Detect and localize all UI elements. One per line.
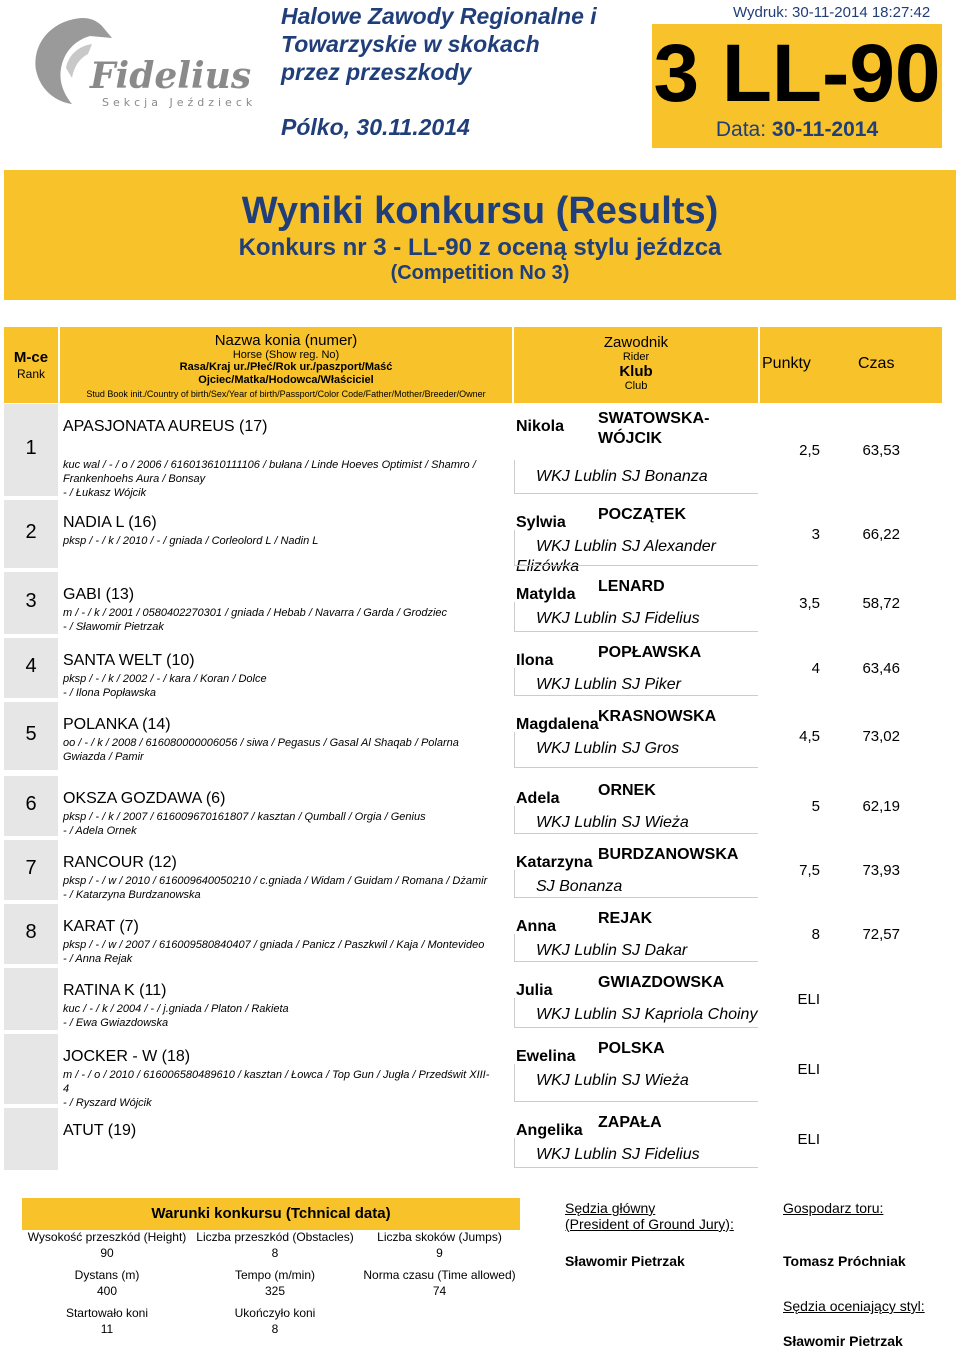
club-box: [514, 1064, 758, 1102]
points-value: ELI: [797, 1131, 820, 1148]
rank-cell: [4, 776, 58, 836]
horse-details: Frankenhoehs Aura / Bonsay: [63, 473, 206, 485]
club-box: [514, 530, 758, 566]
points-value: 4,5: [799, 728, 820, 745]
club-box: [514, 732, 758, 768]
time-value: 72,57: [862, 926, 900, 943]
points-value: 8: [811, 926, 820, 943]
course-designer-label: Gospodarz toru:: [783, 1200, 884, 1216]
header-rank: M-ce Rank: [4, 327, 58, 403]
horse-details: pksp / - / k / 2002 / - / kara / Koran / Dolce: [63, 673, 267, 685]
rider-last-name: REJAK: [598, 910, 653, 927]
horse-details: - / Ryszard Wójcik: [63, 1097, 152, 1109]
points-value: 3,5: [799, 595, 820, 612]
horse-details: pksp / - / w / 2010 / 616009640050210 / c.gniada / Widam / Guidam / Romana / Dżamir: [63, 875, 488, 887]
distance-label: Dystans (m): [74, 1268, 140, 1282]
time-value: 62,19: [862, 798, 900, 815]
club-box: [514, 668, 758, 696]
rank-cell: [4, 404, 58, 496]
rider-last-name: WÓJCIK: [598, 430, 662, 447]
rank-cell: [4, 1108, 58, 1170]
time-value: 73,93: [862, 862, 900, 879]
horse-details: - / Ilona Popławska: [63, 687, 156, 699]
course-designer-name: Tomasz Próchniak: [783, 1253, 906, 1269]
rank-cell: [4, 904, 58, 964]
rank-value: 6: [25, 793, 37, 815]
rank-value: 5: [25, 723, 37, 745]
horse-details: - / Katarzyna Burdzanowska: [63, 889, 201, 901]
print-date: Wydruk: 30-11-2014 18:27:42: [733, 4, 931, 21]
logo-text: Fidelius: [90, 55, 252, 97]
table-row: [0, 572, 960, 636]
horse-details: pksp / - / k / 2010 / - / gniada / Corleolord L / Nadin L: [63, 535, 319, 547]
rider-first-name: Matylda: [516, 586, 576, 603]
rank-value: 3: [25, 590, 37, 612]
club-box: [514, 998, 758, 1028]
fidelius-logo: [22, 8, 254, 108]
rank-cell: [4, 702, 58, 770]
banner-title: Wyniki konkursu (Results): [241, 190, 719, 232]
rank-value: 2: [25, 521, 37, 543]
horse-details: m / - / o / 2010 / 616006580489610 / kasztan / Łowca / Top Gun / Jugła / Przedświt XIII-: [63, 1069, 490, 1081]
tempo-value: 325: [264, 1284, 286, 1298]
time-value: 66,22: [862, 526, 900, 543]
rider-club: WKJ Lublin SJ Fidelius: [536, 1146, 700, 1163]
header-points-time: Punkty Czas: [760, 327, 942, 403]
rider-first-name: Ewelina: [516, 1048, 576, 1065]
rider-last-name: GWIAZDOWSKA: [598, 974, 725, 991]
points-value: 4: [811, 660, 820, 677]
rider-first-name: Julia: [516, 982, 553, 999]
finished-value: 8: [271, 1322, 279, 1336]
rider-club: WKJ Lublin SJ Alexander: [536, 538, 716, 555]
horse-details: Gwiazda / Pamir: [63, 751, 144, 763]
rank-cell: [4, 572, 58, 634]
rider-first-name: Anna: [516, 918, 556, 935]
finished-label: Ukończyło koni: [234, 1306, 316, 1320]
rank-value: 8: [25, 921, 37, 943]
rider-last-name: BURDZANOWSKA: [598, 846, 739, 863]
club-box: [514, 806, 758, 834]
rank-cell: [4, 968, 58, 1030]
time-allowed-label: Norma czasu (Time allowed): [363, 1268, 516, 1282]
rider-last-name: ZAPAŁA: [598, 1114, 662, 1131]
rider-last-name: SWATOWSKA-: [598, 410, 710, 427]
club-box: [514, 602, 758, 632]
event-place: Pólko, 30.11.2014: [281, 114, 470, 140]
rider-first-name: Ilona: [516, 652, 554, 669]
table-row: [0, 500, 960, 575]
horse-name: RATINA K (11): [63, 982, 167, 999]
rider-first-name: Katarzyna: [516, 854, 593, 871]
jumps-value: 9: [436, 1246, 443, 1260]
jumps-label: Liczba skoków (Jumps): [377, 1230, 502, 1244]
table-row: [0, 840, 960, 902]
horse-name: NADIA L (16): [63, 514, 157, 531]
style-judge-label: Sędzia oceniający styl:: [783, 1298, 925, 1314]
rider-club: WKJ Lublin SJ Wieża: [536, 1072, 689, 1089]
results-banner: [4, 170, 956, 300]
time-value: 58,72: [862, 595, 900, 612]
horse-details: 4: [63, 1083, 70, 1095]
horse-details: - / Łukasz Wójcik: [63, 487, 147, 499]
rank-cell: [4, 1034, 58, 1104]
points-value: 3: [811, 526, 820, 543]
time-value: 63,53: [862, 442, 900, 459]
club-box: [514, 870, 758, 898]
competition-code-box: [652, 24, 942, 148]
rank-value: 4: [25, 655, 37, 677]
started-value: 11: [100, 1322, 114, 1336]
rank-value: 1: [25, 437, 37, 459]
horse-details: - / Ewa Gwiazdowska: [63, 1017, 169, 1029]
event-title: Halowe Zawody Regionalne i Towarzyskie w skokach przez przeszkody: [281, 3, 597, 85]
club-box: [514, 934, 758, 962]
competition-date: Data: 30-11-2014: [715, 118, 879, 141]
height-label: Wysokość przeszkód (Height): [27, 1230, 187, 1244]
rider-first-name: Angelika: [516, 1122, 583, 1139]
banner-subtitle: Konkurs nr 3 - LL-90 z oceną stylu jeźdzca: [238, 234, 722, 261]
style-judge-name: Sławomir Pietrzak: [783, 1333, 903, 1349]
table-row: [0, 904, 960, 966]
time-allowed-value: 74: [432, 1284, 447, 1298]
horse-details: pksp / - / w / 2007 / 616009580840407 / gniada / Panicz / Paszkwil / Kaja / Montevideo: [63, 939, 485, 951]
header-rider: Zawodnik Rider Klub Club: [514, 327, 758, 403]
rider-club: WKJ Lublin SJ Gros: [536, 740, 680, 757]
horse-details: - / Anna Rejak: [63, 953, 133, 965]
tempo-label: Tempo (m/min): [234, 1268, 315, 1282]
horse-details: m / - / k / 2001 / 0580402270301 / gniada / Hebab / Navarra / Garda / Grodziec: [63, 607, 448, 619]
horse-name: JOCKER - W (18): [63, 1048, 191, 1065]
rank-value: 7: [25, 857, 37, 879]
horse-details: pksp / - / k / 2007 / 616009670161807 / kasztan / Qumball / Orgia / Genius: [63, 811, 426, 823]
header-horse: Nazwa konia (numer) Horse (Show reg. No) Rasa/Kraj ur./Płeć/Rok ur./paszport/Maść Ojciec/Matka/Hodowca/Właściciel Stud Book init./Country of birth/Sex/Year of birth/Passport/Color Code/Father/Mother/Breeder/Owner: [60, 327, 512, 403]
height-value: 90: [100, 1246, 114, 1260]
rider-club-2: Elizówka: [516, 558, 580, 575]
rider-club: WKJ Lublin SJ Piker: [536, 676, 681, 693]
rider-club: WKJ Lublin SJ Wieża: [536, 814, 689, 831]
table-row: [0, 1034, 960, 1109]
rider-club: SJ Bonanza: [536, 878, 623, 895]
horse-details: - / Sławomir Pietrzak: [63, 621, 164, 633]
table-row: [0, 968, 960, 1032]
rider-first-name: Adela: [516, 790, 560, 807]
rider-last-name: POCZĄTEK: [598, 506, 686, 523]
rider-first-name: Nikola: [516, 418, 565, 435]
horse-details: oo / - / k / 2008 / 616080000006056 / siwa / Pegasus / Gasal Al Shaqab / Polarna: [63, 737, 459, 749]
started-label: Startowało koni: [65, 1306, 149, 1320]
rider-last-name: LENARD: [598, 578, 665, 595]
horse-name: APASJONATA AUREUS (17): [63, 418, 268, 435]
table-row: [0, 776, 960, 838]
chief-judge-label: Sędzia główny (President of Ground Jury):: [565, 1200, 734, 1232]
table-row: [0, 404, 960, 498]
rider-club: WKJ Lublin SJ Bonanza: [536, 468, 708, 485]
rider-club: WKJ Lublin SJ Fidelius: [536, 610, 700, 627]
rank-cell: [4, 840, 58, 900]
points-value: 2,5: [799, 442, 820, 459]
horse-name: SANTA WELT (10): [63, 652, 195, 669]
time-value: 63,46: [862, 660, 900, 677]
rider-club: WKJ Lublin SJ Kapriola Choiny: [536, 1006, 758, 1023]
rank-cell: [4, 638, 58, 698]
rider-last-name: POPŁAWSKA: [598, 644, 702, 661]
obstacles-label: Liczba przeszkód (Obstacles): [196, 1230, 354, 1244]
distance-value: 400: [96, 1284, 118, 1298]
rider-last-name: KRASNOWSKA: [598, 708, 717, 725]
table-row: [0, 1108, 960, 1172]
horse-details: - / Adela Ornek: [63, 825, 137, 837]
rider-first-name: Sylwia: [516, 514, 566, 531]
rider-last-name: POLSKA: [598, 1040, 665, 1057]
tech-data-header: Warunki konkursu (Tchnical data): [22, 1198, 520, 1230]
time-value: 73,02: [862, 728, 900, 745]
table-row: [0, 638, 960, 700]
banner-subtitle-2: (Competition No 3): [390, 262, 570, 284]
competition-code: 3 LL-90: [653, 28, 941, 119]
obstacles-value: 8: [271, 1246, 279, 1260]
points-value: ELI: [797, 991, 820, 1008]
rider-last-name: ORNEK: [598, 782, 656, 799]
rank-cell: [4, 500, 58, 568]
horse-name: KARAT (7): [63, 918, 139, 935]
rider-first-name: Magdalena: [516, 716, 599, 733]
club-box: [514, 460, 758, 494]
points-value: ELI: [797, 1061, 820, 1078]
club-box: [514, 1138, 758, 1168]
horse-name: ATUT (19): [63, 1122, 137, 1139]
table-row: [0, 702, 960, 772]
points-value: 5: [811, 798, 820, 815]
chief-judge-name: Sławomir Pietrzak: [565, 1253, 685, 1269]
horse-name: RANCOUR (12): [63, 854, 177, 871]
horse-name: POLANKA (14): [63, 716, 171, 733]
horse-details: kuc / - / k / 2004 / - / j.gniada / Platon / Rakieta: [63, 1003, 289, 1015]
horse-details: kuc wal / - / o / 2006 / 616013610111106 / bułana / Linde Hoeves Optimist / Shamro /: [63, 459, 476, 471]
logo-subtext: Sekcja Jeździecka: [102, 96, 254, 108]
horse-name: GABI (13): [63, 586, 135, 603]
horse-name: OKSZA GOZDAWA (6): [63, 790, 226, 807]
rider-club: WKJ Lublin SJ Dakar: [536, 942, 688, 959]
points-value: 7,5: [799, 862, 820, 879]
